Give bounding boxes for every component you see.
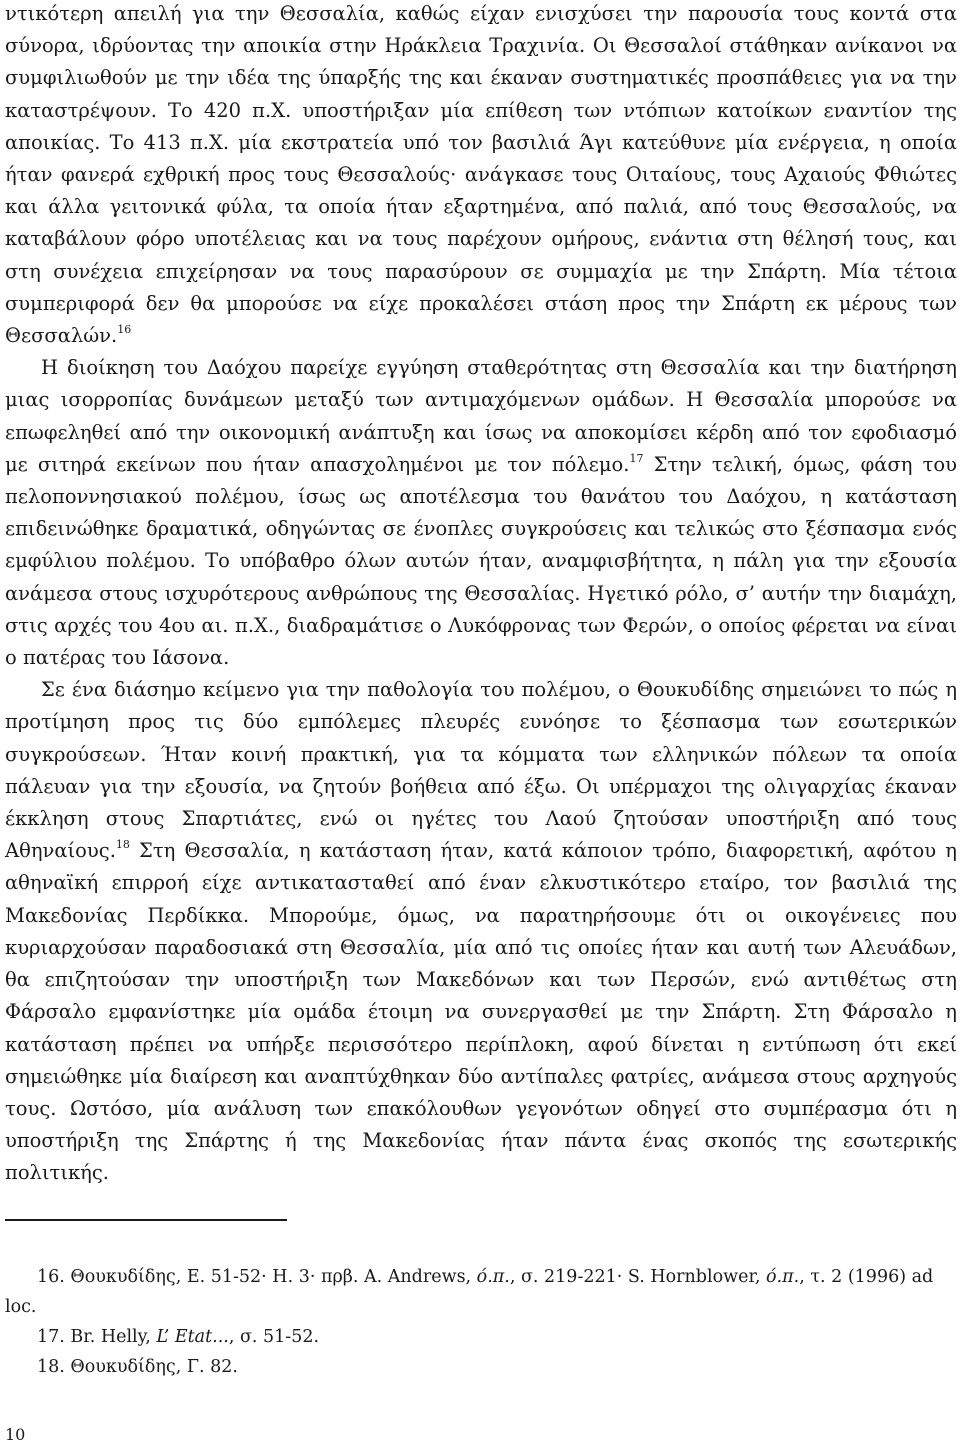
paragraph: [5, 674, 957, 1189]
footnote-16: [5, 1262, 957, 1322]
footnotes: [5, 1262, 957, 1382]
text-run: , σ. 219-221· S. Hornblower,: [509, 1267, 767, 1287]
text-run: ντικότερη απειλή για την Θεσσαλία, καθώς είχαν ενισχύσει την παρουσία τους κοντά στα σύνορα, ιδρύοντας την αποικία στην Ηράκλεια Τραχινία. Οι Θεσσαλοί στάθηκαν ανίκανοι να συμφιλιωθούν με την ιδέα της ύπαρξής της και έκαναν συστηματικές προσπάθειες για να την καταστρέψουν. Το 420 π.Χ. υποστήριξαν μία επίθεση των ντόπιων κατοίκων εναντίον της αποικίας. Το 413 π.Χ. μία εκστρατεία υπό τον βασιλιά Άγι κατεύθυνε μία ενέργεια, η οποία ήταν φανερά εχθρική προς τους Θεσσαλούς· ανάγκασε τους Οιταίους, τους Αχαιούς Φθιώτες και άλλα γειτονικά φύλα, τα οποία ήταν εξαρτημένα, από παλιά, από τους Θεσσαλούς, να καταβάλουν φόρο υποτέλειας και να τους παρέχουν ομήρους, ενάντια στη θέλησή τους, και στη συνέχεια επιχείρησαν να τους παρασύρουν σε συμμαχία με την Σπάρτη. Μία τέτοια συμπεριφορά δεν θα μπορούσε να είχε προκαλέσει στάση προς την Σπάρτη εκ μέρους των Θεσσαλών.: [5, 2, 957, 348]
text-run: Η διοίκηση του Δαόχου παρείχε εγγύηση σταθερότητας στη Θεσσαλία και την διατήρηση μιας ισορροπίας δυνάμεων μεταξύ των αντιμαχόμενων ομάδων. Η Θεσσαλία μπορούσε να επωφεληθεί από την οικονομική ανάπτυξη και ίσως να αποκομίσει κέρδη από τον εφοδιασμό με σιτηρά εκείνων που ήταν απασχολημένοι με τον πόλεμο.: [5, 356, 957, 476]
text-run: Στη Θεσσαλία, η κατάσταση ήταν, κατά κάποιον τρόπο, διαφορετική, αφότου η αθηναϊκή επιρροή είχε αντικατασταθεί από έναν ελκυστικότερο εταίρο, τον βασιλιά της Μακεδονίας Περδίκκα. Μπορούμε, όμως, να παρατηρήσουμε ότι οι οικογένειες που κυριαρχούσαν παραδοσιακά στη Θεσσαλία, μία από τις οποίες ήταν και αυτή των Αλευάδων, θα επιζητούσαν την υποστήριξη των Μακεδόνων και των Περσών, ενώ αντιθέτως στη Φάρσαλο εμφανίστηκε μία ομάδα έτοιμη να συνεργασθεί με την Σπάρτη. Στη Φάρσαλο η κατάσταση πρέπει να υπήρξε περισσότερο περίπλοκη, αφού δίνεται η εντύπωση ότι εκεί σημειώθηκε μία διαίρεση και αναπτύχθηκαν δύο αντίπαλες φατρίες, ανάμεσα στους αρχηγούς τους. Ωστόσο, μία ανάλυση των επακόλουθων γεγονότων οδηγεί στο συμπέρασμα ότι η υποστήριξη της Σπάρτης ή της Μακεδονίας ήταν πάντα ένας σκοπός της εσωτερικής πολιτικής.: [5, 839, 957, 1185]
text-run: , σ. 51-52.: [228, 1327, 320, 1347]
italic-text: L’ Etat...: [156, 1327, 229, 1347]
footnote-marker: 16: [117, 323, 132, 337]
text-run: 16. Θουκυδίδης, Ε. 51-52· Η. 3· πρβ. Α. Andrews,: [37, 1267, 477, 1287]
footnote-marker: 17: [629, 451, 644, 465]
paragraph: [5, 352, 957, 674]
main-text: [5, 0, 957, 1190]
footnote-17: [5, 1322, 957, 1352]
italic-text: ό.π.: [476, 1267, 510, 1287]
paragraph: [5, 0, 957, 352]
text-run: Σε ένα διάσημο κείμενο για την παθολογία του πολέμου, ο Θουκυδίδης σημειώνει το πώς η προτίμηση προς τις δύο εμπόλεμες πλευρές ευνόησε το ξέσπασμα των εσωτερικών συγκρούσεων. Ήταν κοινή πρακτική, για τα κόμματα των ελληνικών πόλεων τα οποία πάλευαν για την εξουσία, να ζητούν βοήθεια από έξω. Οι υπέρμαχοι της ολιγαρχίας έκαναν έκκληση στους Σπαρτιάτες, ενώ οι ηγέτες του Λαού ζητούσαν υποστήριξη από τους Αθηναίους.: [5, 678, 957, 863]
footnote-18: [5, 1352, 957, 1382]
italic-text: ό.π.: [766, 1267, 800, 1287]
text-run: 18. Θουκυδίδης, Γ. 82.: [37, 1357, 238, 1377]
page-number: 10: [5, 1425, 26, 1444]
footnote-marker: 18: [115, 838, 130, 852]
text-run: , τ. 2 (1996) ad loc.: [5, 1267, 934, 1317]
text-run: Στην τελική, όμως, φάση του πελοποννησιακού πολέμου, ίσως ως αποτέλεσμα του θανάτου του Δαόχου, η κατάσταση επιδεινώθηκε δραματικά, οδηγώντας σε ένοπλες συγκρούσεις και τελικώς στο ξέσπασμα ενός εμφύλιου πολέμου. Το υπόβαθρο όλων αυτών ήταν, αναμφισβήτητα, η πάλη για την εξουσία ανάμεσα στους ισχυρότερους ανθρώπους της Θεσσαλίας. Ηγετικό ρόλο, σ’ αυτήν την διαμάχη, στις αρχές του 4ου αι. π.Χ., διαδραμάτισε ο Λυκόφρονας των Φερών, ο οποίος φέρεται να είναι ο πατέρας του Ιάσονα.: [5, 452, 957, 670]
text-run: 17. Br. Helly,: [37, 1327, 157, 1347]
footnote-separator: [5, 1219, 287, 1221]
